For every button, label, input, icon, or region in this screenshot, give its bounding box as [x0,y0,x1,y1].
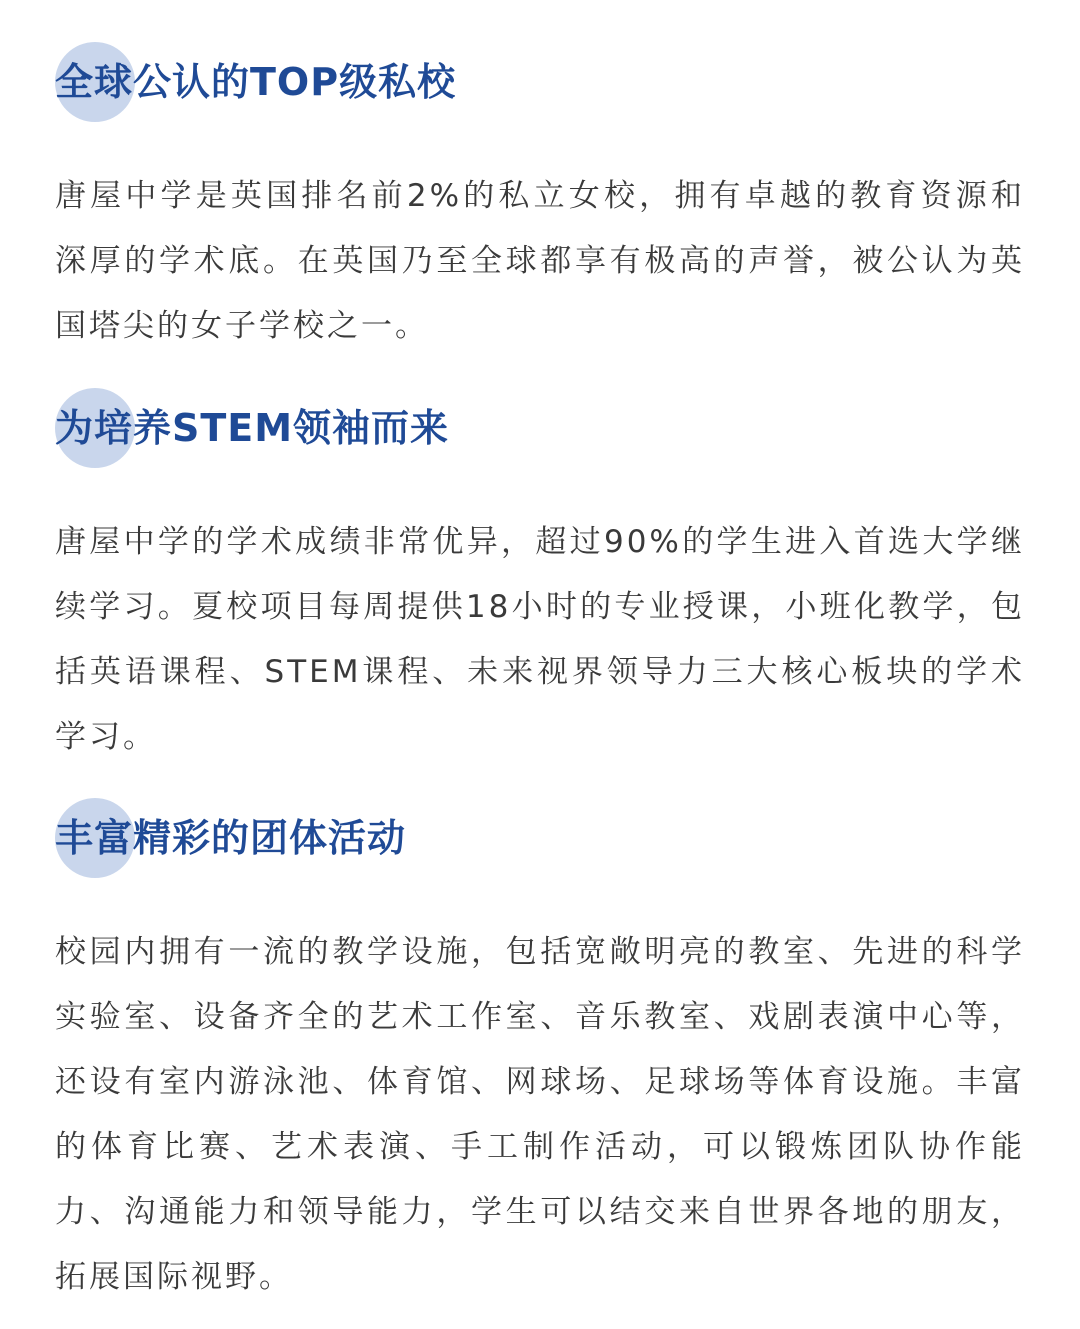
section-heading: 全球公认的TOP级私校 [55,60,457,104]
section-paragraph: 校园内拥有一流的教学设施，包括宽敞明亮的教室、先进的科学实验室、设备齐全的艺术工作室、音乐教室、戏剧表演中心等，还设有室内游泳池、体育馆、网球场、足球场等体育设施。丰富的体育比赛、艺术表演、手工制作活动，可以锻炼团队协作能力、沟通能力和领导能力，学生可以结交来自世界各地的朋友，拓展国际视野。 [55,934,1025,1295]
section-heading: 为培养STEM领袖而来 [55,406,450,450]
section-heading: 丰富精彩的团体活动 [55,816,407,860]
section-paragraph: 唐屋中学的学术成绩非常优异，超过90%的学生进入首选大学继续学习。夏校项目每周提供18小时的专业授课，小班化教学，包括英语课程、STEM课程、未来视界领导力三大核心板块的学术学习。 [55,524,1025,755]
section-paragraph: 唐屋中学是英国排名前2%的私立女校，拥有卓越的教育资源和深厚的学术底。在英国乃至全球都享有极高的声誉，被公认为英国塔尖的女子学校之一。 [55,178,1025,344]
